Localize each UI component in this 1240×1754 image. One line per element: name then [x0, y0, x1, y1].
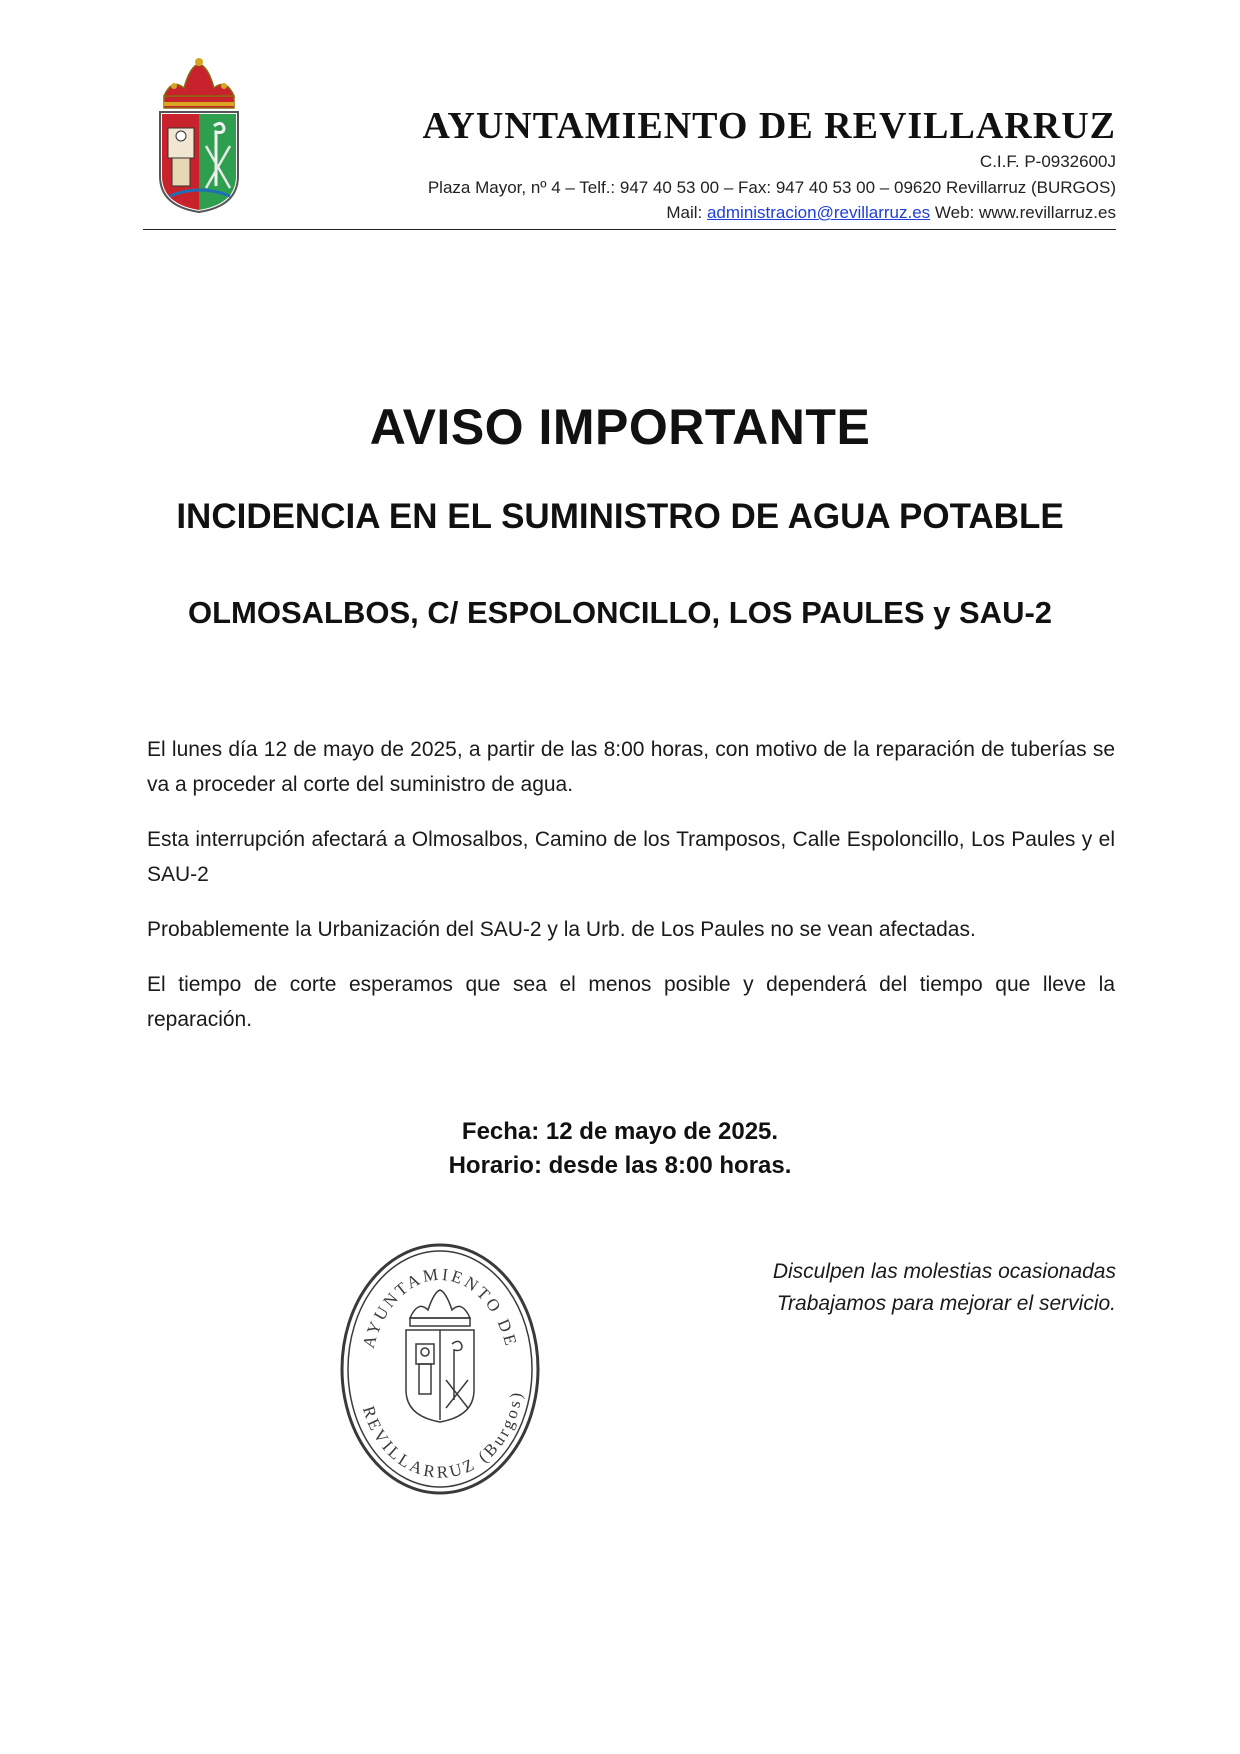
seal-bottom-text: REVILLARRUZ (Burgos): [358, 1388, 527, 1482]
body-paragraph: Esta interrupción afectará a Olmosalbos, Camino de los Tramposos, Calle Espoloncillo, Los Paules y el SAU-2: [147, 828, 1115, 886]
header-divider: [143, 229, 1116, 230]
closing-line-1: Disculpen las molestias ocasionadas: [772, 1260, 1116, 1283]
schedule-time: Horario: desde las 8:00 horas.: [448, 1152, 792, 1179]
mail-label: Mail:: [666, 203, 707, 222]
crown-icon: [164, 58, 234, 108]
coat-of-arms-logo: [150, 56, 248, 216]
body-paragraph: El lunes día 12 de mayo de 2025, a partir de las 8:00 horas, con motivo de la reparación de tuberías se va a proceder al corte del suministro de agua.: [147, 738, 1115, 796]
mail-web-line: [666, 203, 1116, 223]
email-link[interactable]: administracion@revillarruz.es: [706, 203, 931, 222]
organization-name: AYUNTAMIENTO DE REVILLARRUZ: [422, 105, 1116, 147]
notice-body: [147, 732, 1115, 1057]
seal-top-text: AYUNTAMIENTO DE: [358, 1264, 522, 1351]
web-address: www.revillarruz.es: [979, 203, 1116, 222]
schedule-date: Fecha: 12 de mayo de 2025.: [461, 1118, 779, 1145]
closing-line-2: Trabajamos para mejorar el servicio.: [776, 1292, 1116, 1315]
tax-id: C.I.F. P-0932600J: [979, 152, 1116, 171]
affected-areas-heading: OLMOSALBOS, C/ ESPOLONCILLO, LOS PAULES y SAU-2: [187, 595, 1053, 630]
official-seal-stamp: [338, 1240, 542, 1498]
closing-note: [773, 1256, 1116, 1320]
contact-line: Plaza Mayor, nº 4 – Telf.: 947 40 53 00 – Fax: 947 40 53 00 – 09620 Revillarruz (BURGOS): [427, 178, 1116, 197]
seal-crest-icon: [406, 1290, 474, 1422]
body-paragraph: El tiempo de corte esperamos que sea el menos posible y dependerá del tiempo que lleve la reparación.: [147, 973, 1115, 1031]
web-label: Web:: [930, 203, 980, 222]
body-paragraph: Probablemente la Urbanización del SAU-2 y la Urb. de Los Paules no se vean afectadas.: [147, 918, 976, 941]
notice-subtitle: INCIDENCIA EN EL SUMINISTRO DE AGUA POTABLE: [176, 497, 1064, 536]
notice-title: AVISO IMPORTANTE: [369, 399, 871, 455]
